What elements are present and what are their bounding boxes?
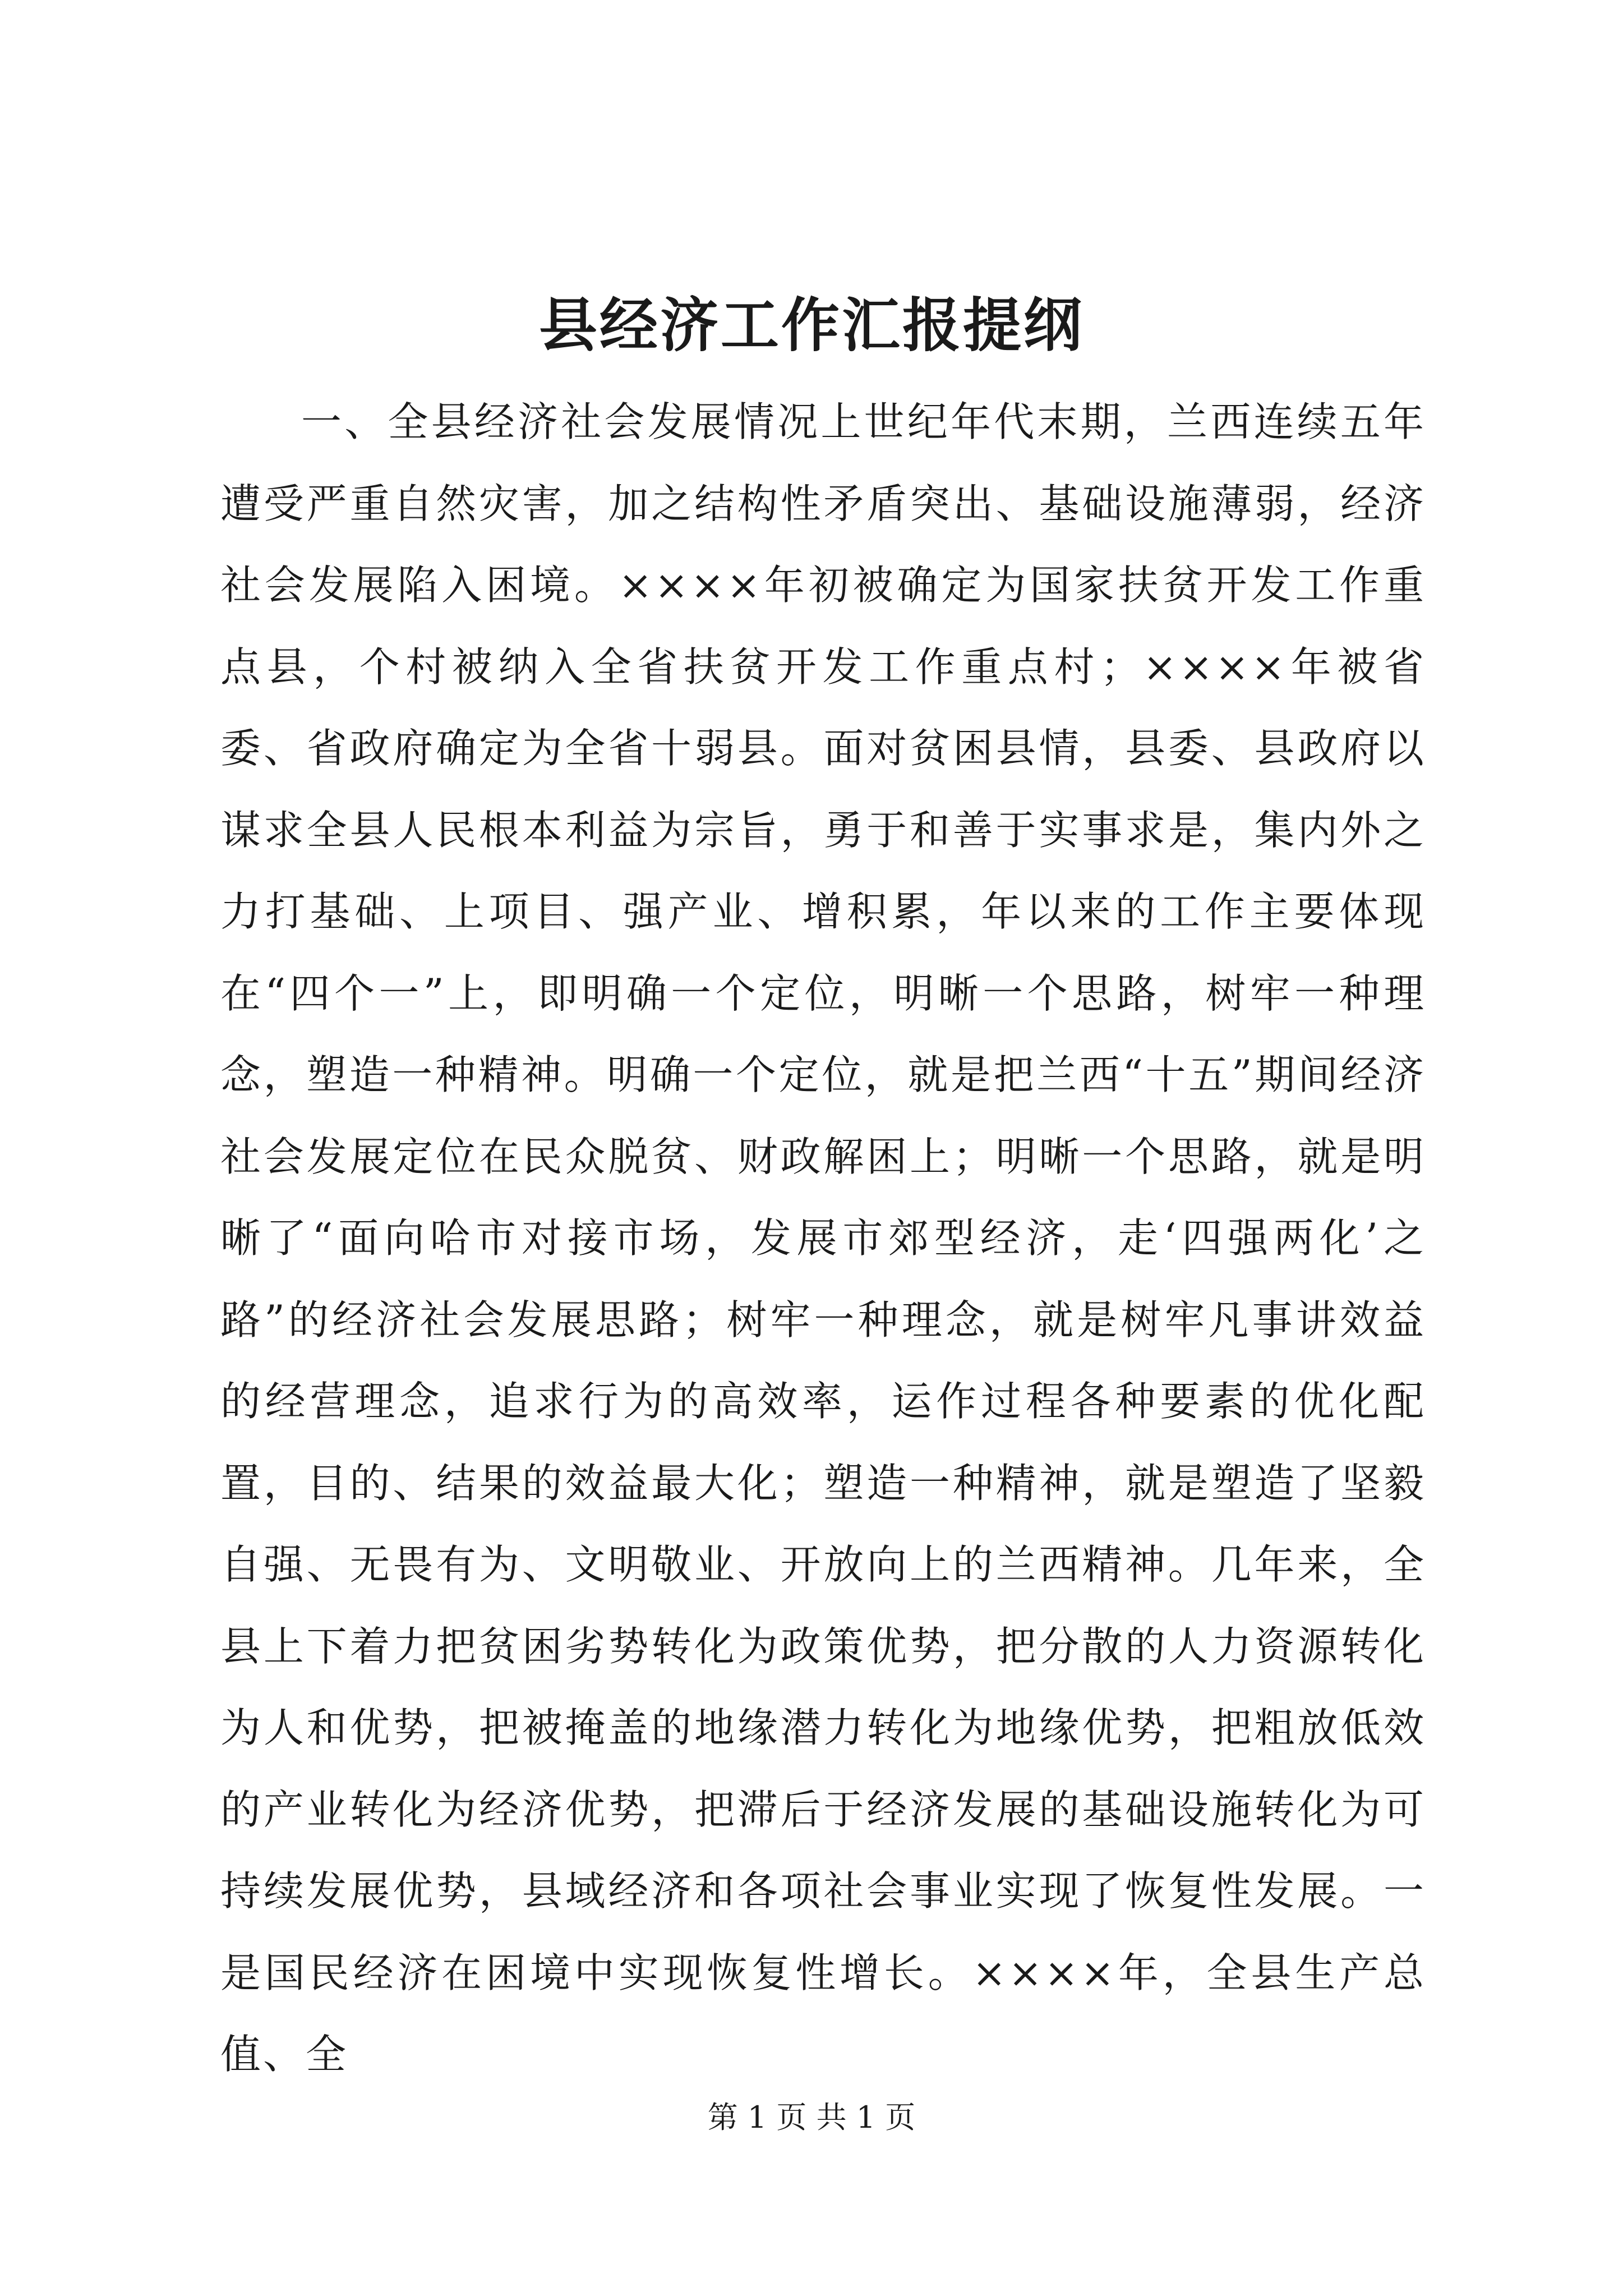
document-title: 县经济工作汇报提纲 <box>538 291 1084 360</box>
page-footer: 第 1 页 共 1 页 <box>707 2100 916 2135</box>
body-paragraph: 一、全县经济社会发展情况上世纪年代末期，兰西连续五年遭受严重自然灾害，加之结构性矛盾突出、基础设施薄弱，经济社会发展陷入困境。××××年初被确定为国家扶贫开发工作重点县，个村被纳入全省扶贫开发工作重点村；××××年被省委、省政府确定为全省十弱县。面对贫困县情，县委、县政府以谋求全县人民根本利益为宗旨，勇于和善于实事求是，集内外之力打基础、上项目、强产业、增积累，年以来的工作主要体现在“四个一”上，即明确一个定位，明晰一个思路，树牢一种理念，塑造一种精神。明确一个定位，就是把兰西“十五”期间经济社会发展定位在民众脱贫、财政解困上；明晰一个思路，就是明晰了“面向哈市对接市场，发展市郊型经济，走‘四强两化’之路”的经济社会发展思路；树牢一种理念，就是树牢凡事讲效益的经营理念，追求行为的高效率，运作过程各种要素的优化配置，目的、结果的效益最大化；塑造一种精神，就是塑造了坚毅自强、无畏有为、文明敬业、开放向上的兰西精神。几年来，全县上下着力把贫困劣势转化为政策优势，把分散的人力资源转化为人和优势，把被掩盖的地缘潜力转化为地缘优势，把粗放低效的产业转化为经济优势，把滞后于经济发展的基础设施转化为可持续发展优势，县域经济和各项社会事业实现了恢复性发展。一是国民经济在困境中实现恢复性增长。××××年，全县生产总值、全 <box>220 398 1426 2078</box>
